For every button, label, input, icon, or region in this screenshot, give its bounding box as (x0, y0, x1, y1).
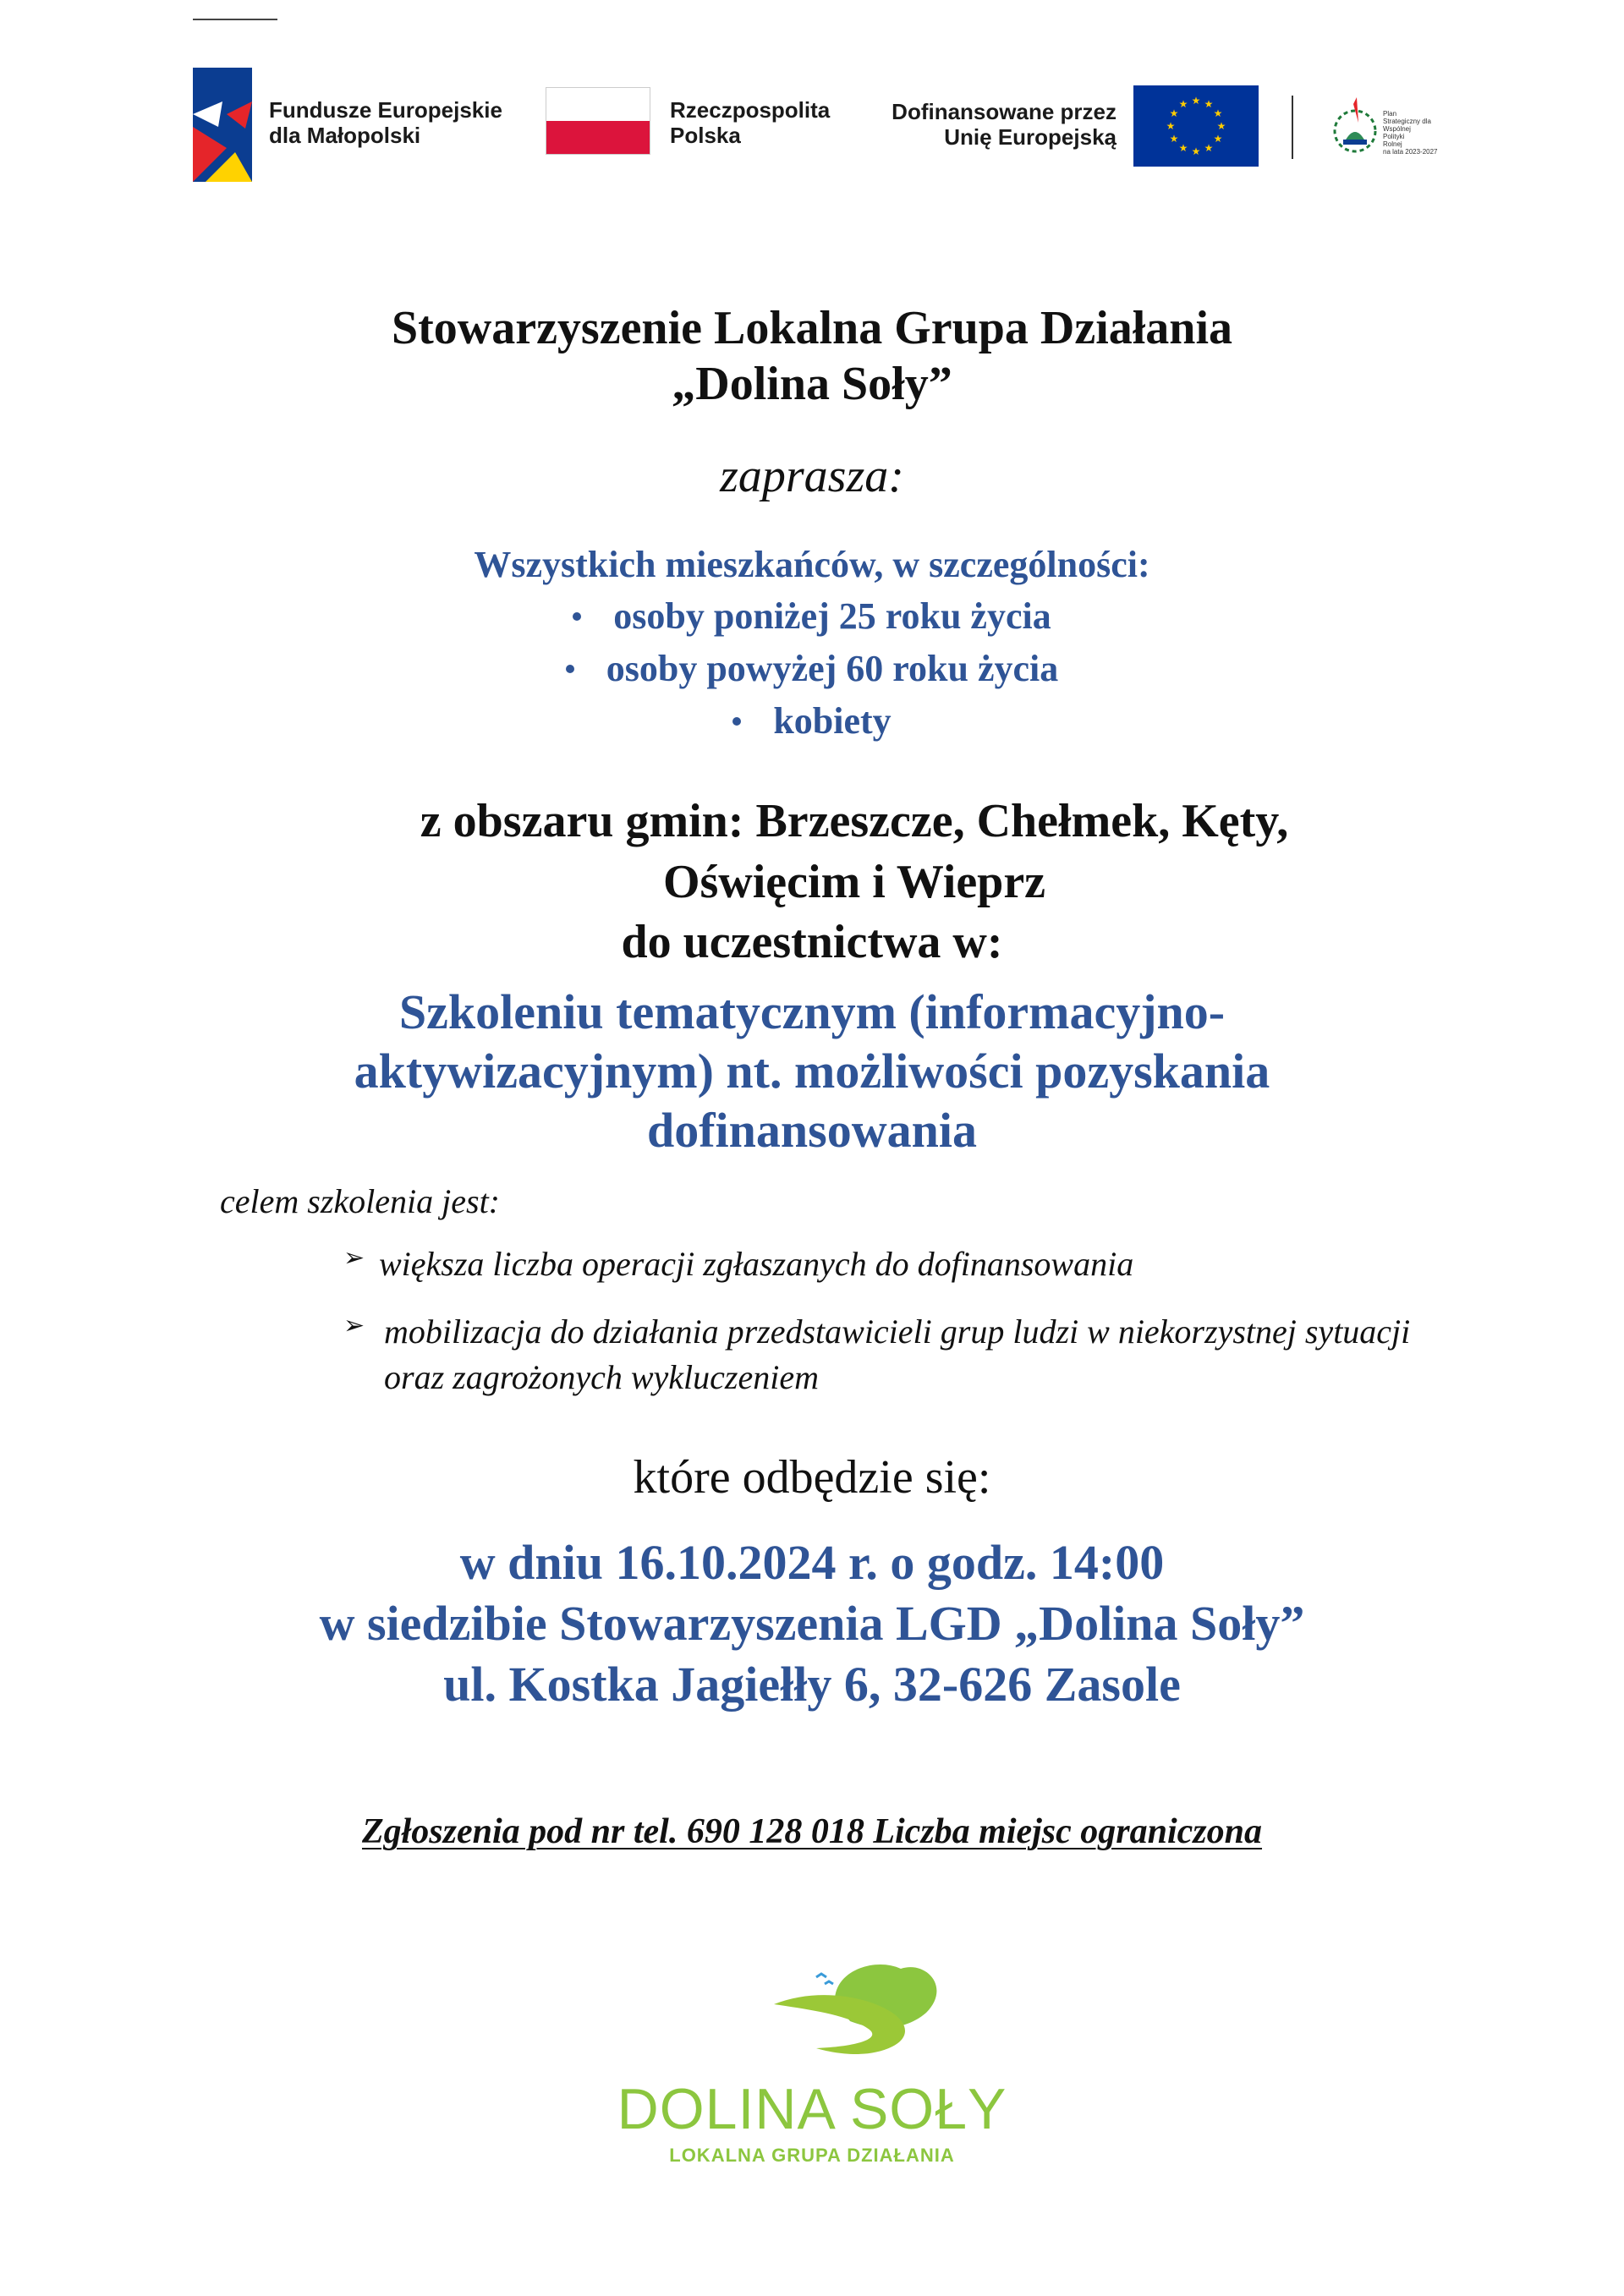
event-details (220, 1532, 1404, 1715)
event-address: ul. Kostka Jagiełły 6, 32-626 Zasole (443, 1657, 1181, 1712)
training-line1: Szkoleniu tematycznym (informacyjno- (398, 984, 1226, 1039)
bullet-icon (732, 717, 741, 726)
eu-star-icon: ★ (1216, 120, 1226, 132)
plan-line: Plan (1383, 110, 1397, 118)
list-item (343, 1241, 1443, 1287)
arrow-bullet-icon: ➢ (343, 1243, 365, 1273)
registration-text: Zgłoszenia pod nr tel. 690 128 018 Liczba miejsc ograniczona (361, 1812, 1263, 1851)
fe-line1: Fundusze Europejskie (269, 97, 502, 123)
bullet-icon (573, 612, 581, 621)
list-item (343, 1309, 1443, 1400)
title-line1: Stowarzyszenie Lokalna Grupa Działania (391, 302, 1233, 354)
audience-list (0, 590, 1624, 748)
poland-flag-icon (546, 87, 650, 155)
title-line2: „Dolina Soły” (672, 358, 952, 410)
eu-star-icon: ★ (1191, 145, 1201, 157)
area-block (304, 791, 1404, 912)
eu-logo-label (880, 99, 1116, 150)
list-item (0, 695, 1624, 748)
dolina-soly-emblem (765, 1954, 952, 2080)
goal-item: większa liczba operacji zgłaszanych do dofinansowania (379, 1245, 1134, 1283)
footer-logo-subtitle: LOKALNA GRUPA DZIAŁANIA (669, 2145, 955, 2166)
event-intro: które odbędzie się: (633, 1451, 991, 1504)
plan-strategiczny-logo (1328, 89, 1379, 165)
plan-line: Wspólnej (1383, 125, 1411, 133)
eu-star-icon: ★ (1204, 98, 1214, 111)
plan-line: na lata 2023-2027 (1383, 148, 1438, 156)
eu-line2: Unię Europejską (944, 124, 1116, 150)
wheat-emblem-icon (1328, 89, 1379, 165)
bullet-icon (566, 665, 574, 673)
fe-logo-label (269, 97, 502, 148)
arrow-bullet-icon: ➢ (343, 1311, 365, 1340)
event-venue: w siedzibie Stowarzyszenia LGD „Dolina Soły” (319, 1596, 1305, 1651)
fe-emblem-icon (193, 68, 252, 182)
fundusze-europejskie-logo (193, 68, 252, 182)
invites-label (643, 448, 981, 504)
rp-line2: Polska (670, 123, 741, 148)
training-line3: dofinansowania (646, 1103, 978, 1158)
goal-item: mobilizacja do działania przedstawicieli grup ludzi w niekorzystnej sytuacji oraz zagrożonych wykluczeniem (384, 1312, 1411, 1396)
eu-star-icon: ★ (1191, 95, 1201, 107)
audience-item: osoby powyżej 60 roku życia (606, 648, 1059, 689)
plan-line: Polityki (1383, 133, 1405, 140)
logo-divider (1292, 96, 1293, 159)
eu-line1: Dofinansowane przez (892, 99, 1116, 124)
hills-river-icon (765, 1954, 952, 2080)
eu-stars-icon (1133, 85, 1259, 167)
event-date: w dniu 16.10.2024 r. o godz. 14:00 (459, 1535, 1165, 1590)
rp-logo-label (670, 97, 830, 148)
list-item (0, 643, 1624, 695)
eu-star-icon: ★ (1169, 107, 1179, 119)
plan-strategiczny-label (1383, 110, 1438, 156)
eu-flag-icon (1133, 85, 1259, 167)
eu-star-icon: ★ (1213, 107, 1223, 119)
participation-label: do uczestnictwa w: (621, 916, 1003, 968)
eu-star-icon: ★ (1178, 98, 1188, 111)
audience-item: kobiety (773, 700, 892, 742)
registration-note (220, 1808, 1404, 1855)
plan-line: Rolnej (1383, 140, 1402, 148)
plan-line: Strategiczny dla (1383, 118, 1431, 125)
goals-list (343, 1241, 1443, 1400)
fe-line2: dla Małopolski (269, 123, 421, 148)
top-rule (193, 19, 277, 20)
eu-star-icon: ★ (1169, 133, 1179, 145)
audience-item: osoby poniżej 25 roku życia (613, 595, 1051, 637)
area-line1: z obszaru gmin: Brzeszcze, Chełmek, Kęty, (420, 795, 1289, 847)
training-line2: aktywizacyjnym) nt. możliwości pozyskania (354, 1044, 1270, 1099)
rp-line1: Rzeczpospolita (670, 97, 831, 123)
page-title (304, 300, 1320, 412)
goals-intro: celem szkolenia jest: (220, 1182, 500, 1220)
eu-star-icon: ★ (1213, 133, 1223, 145)
audience-intro: Wszystkich mieszkańców, w szczególności: (474, 544, 1150, 585)
eu-star-icon: ★ (1178, 141, 1188, 154)
eu-star-icon: ★ (1204, 141, 1214, 154)
eu-star-icon: ★ (1166, 120, 1176, 132)
training-title (220, 983, 1404, 1160)
invites-text: zaprasza: (720, 450, 904, 502)
list-item (0, 590, 1624, 643)
area-line2: Oświęcim i Wieprz (662, 856, 1046, 908)
footer-logo-name: DOLINA SOŁY (617, 2077, 1007, 2141)
